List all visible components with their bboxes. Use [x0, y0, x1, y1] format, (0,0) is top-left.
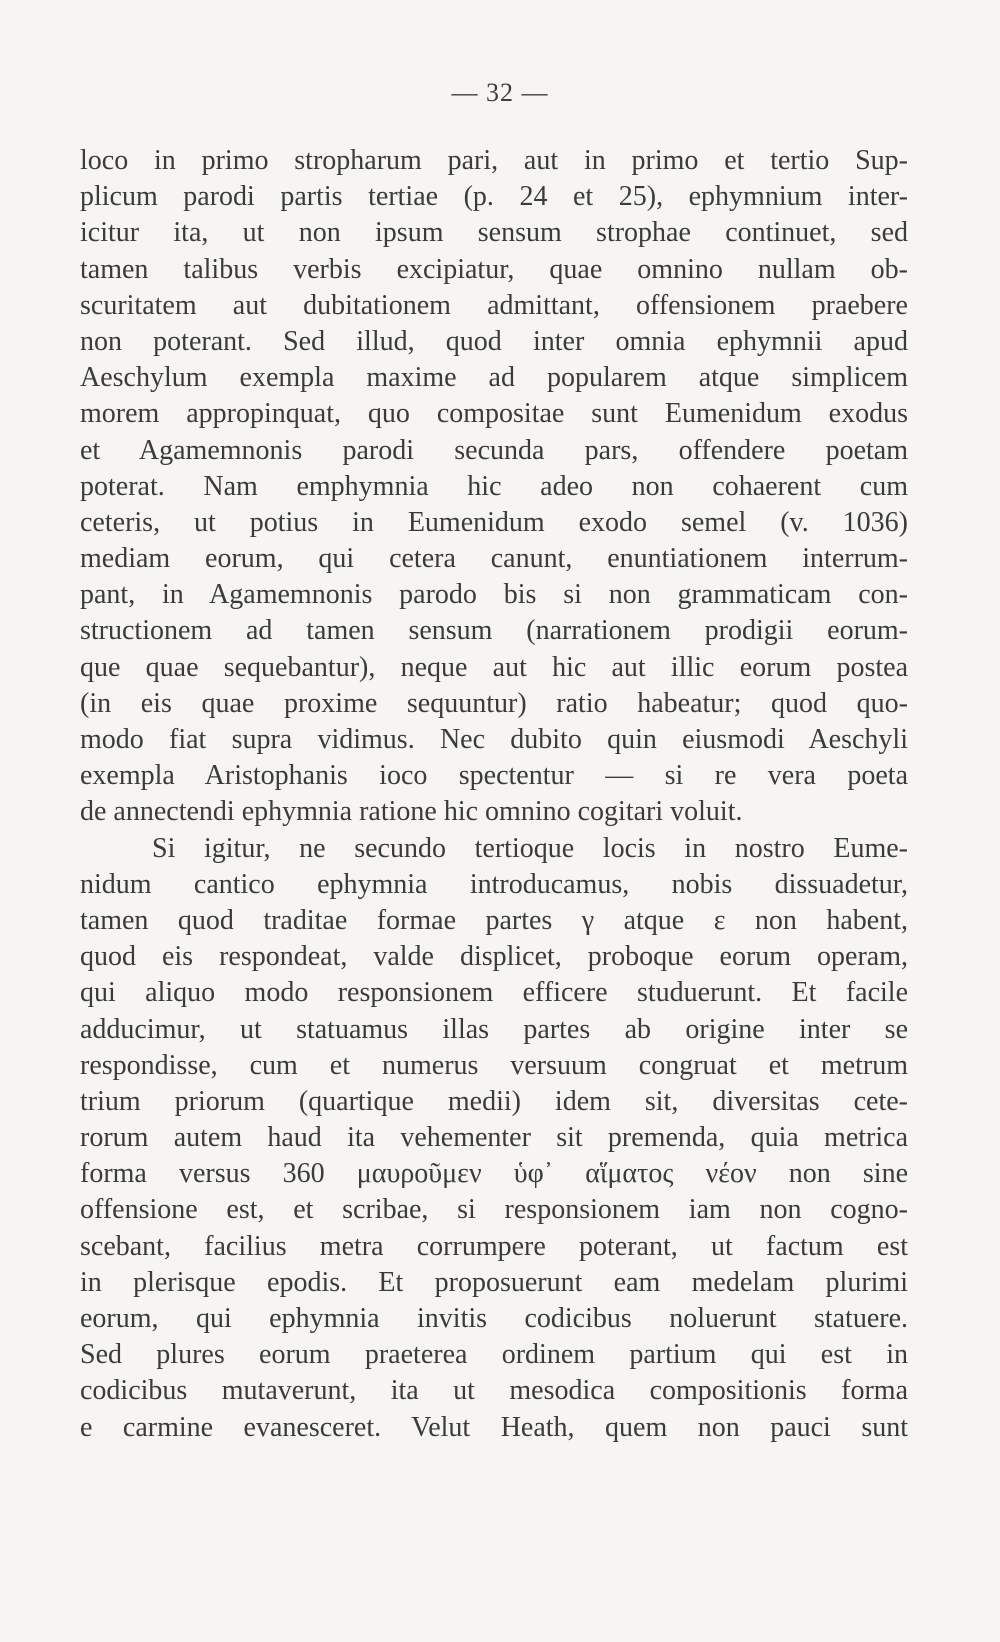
text-line: mediam eorum, qui cetera canunt, enuntiationem interrum- [80, 543, 908, 575]
text-line: nidum cantico ephymnia introducamus, nobis dissuadetur, [80, 868, 908, 900]
text-line: adducimur, ut statuamus illas partes ab origine inter se [80, 1013, 908, 1045]
text-line: de annectendi ephymnia ratione hic omnino cogitari voluit. [80, 796, 743, 828]
text-line: scuritatem aut dubitationem admittant, offensionem praebere [80, 289, 908, 321]
text-line: scebant, facilius metra corrumpere poterant, ut factum est [80, 1230, 908, 1262]
text-line: codicibus mutaverunt, ita ut mesodica compositionis forma [80, 1375, 908, 1407]
text-line: loco in primo stropharum pari, aut in primo et tertio Sup- [80, 145, 908, 176]
text-line: trium priorum (quartique medii) idem sit, diversitas cete- [80, 1085, 908, 1117]
page-number: — 32 — [451, 78, 549, 107]
text-line: non poterant. Sed illud, quod inter omnia ephymnii apud [80, 325, 908, 357]
text-line: ceteris, ut potius in Eumenidum exodo semel (v. 1036) [80, 506, 908, 538]
text-line: structionem ad tamen sensum (narrationem prodigii eorum- [80, 615, 908, 647]
text-line: que quae sequebantur), neque aut hic aut illic eorum postea [80, 651, 908, 683]
text-line: respondisse, cum et numerus versuum congruat et metrum [80, 1049, 908, 1081]
text-line: exempla Aristophanis ioco spectentur — si re vera poeta [80, 760, 908, 792]
text-line: quod eis respondeat, valde displicet, proboque eorum operam, [80, 941, 908, 973]
text-line: Sed plures eorum praeterea ordinem partium qui est in [80, 1339, 908, 1371]
text-line: plicum parodi partis tertiae (p. 24 et 25), ephymnium inter- [80, 181, 908, 213]
text-line: et Agamemnonis parodi secunda pars, offendere poetam [80, 434, 908, 466]
text-line: rorum autem haud ita vehementer sit premenda, quia metrica [80, 1122, 908, 1154]
text-line: modo fiat supra vidimus. Nec dubito quin eiusmodi Aeschyli [80, 724, 908, 755]
text-line: offensione est, et scribae, si responsionem iam non cogno- [80, 1194, 908, 1226]
body-text [80, 143, 908, 1446]
text-line: poterat. Nam emphymnia hic adeo non cohaerent cum [80, 470, 908, 502]
text-line: forma versus 360 μαυροῦμεν ὑφ᾽ αἵματος νέον non sine [80, 1158, 908, 1190]
text-line: Si igitur, ne secundo tertioque locis in nostro Eume- [152, 832, 908, 864]
text-line: (in eis quae proxime sequuntur) ratio habeatur; quod quo- [80, 687, 908, 719]
text-line: icitur ita, ut non ipsum sensum strophae continuet, sed [80, 217, 908, 249]
text-line: eorum, qui ephymnia invitis codicibus noluerunt statuere. [80, 1303, 908, 1334]
text-line: tamen quod traditae formae partes γ atque ε non habent, [80, 904, 908, 936]
text-line: Aeschylum exempla maxime ad popularem atque simplicem [80, 362, 908, 394]
text-line: e carmine evanesceret. Velut Heath, quem non pauci sunt [80, 1411, 908, 1443]
text-line: pant, in Agamemnonis parodo bis si non grammaticam con- [80, 579, 908, 611]
text-line: tamen talibus verbis excipiatur, quae omnino nullam ob- [80, 253, 908, 285]
text-line: qui aliquo modo responsionem efficere studuerunt. Et facile [80, 977, 908, 1009]
text-line: in plerisque epodis. Et proposuerunt eam medelam plurimi [80, 1266, 908, 1298]
text-line: morem appropinquat, quo compositae sunt Eumenidum exodus [80, 398, 908, 430]
